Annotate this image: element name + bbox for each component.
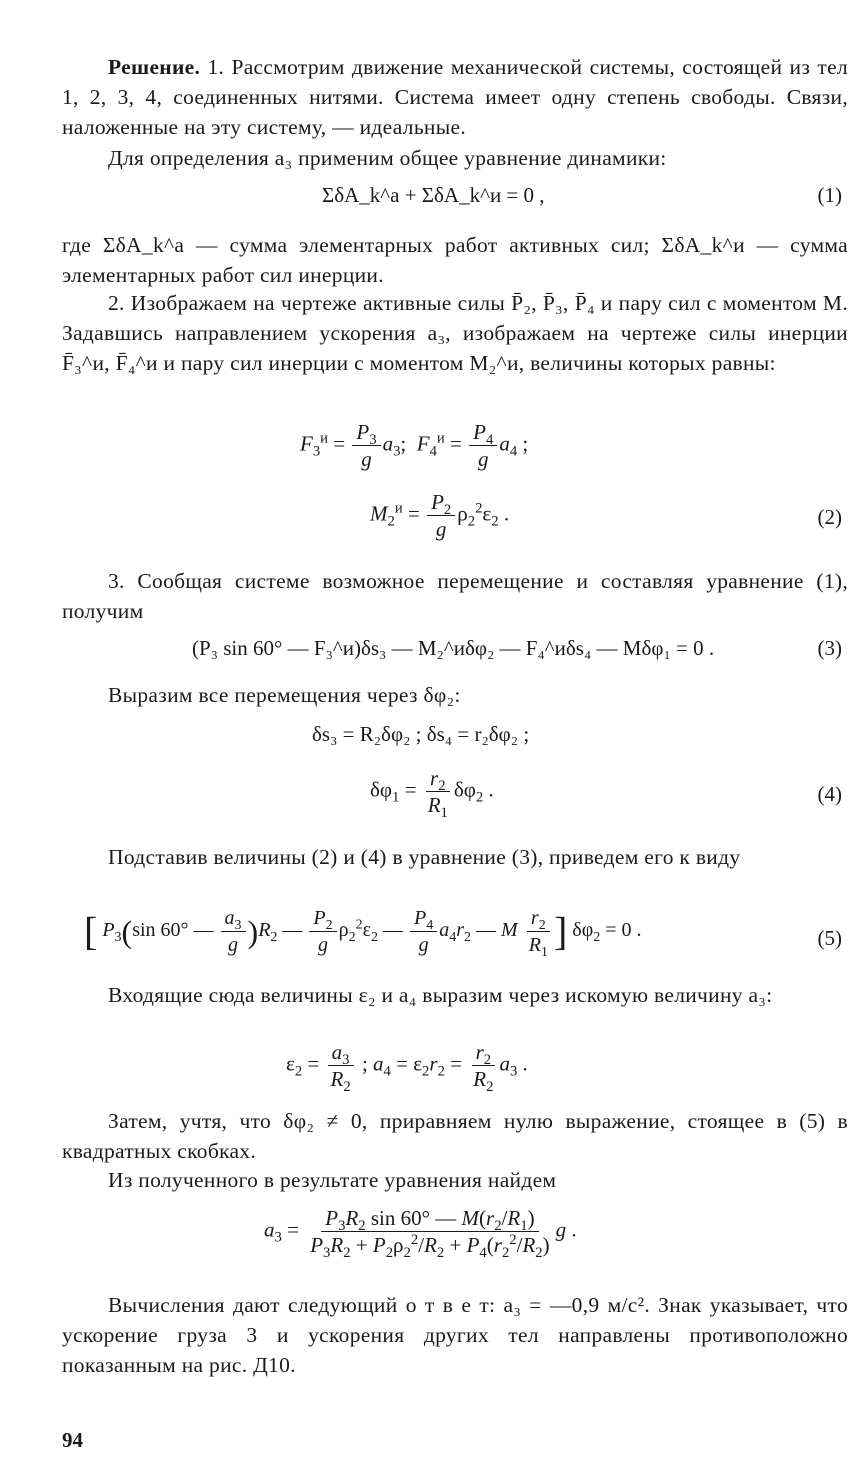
equation-5: [ $P_3(\sin$ 60° — $\frac{a_3}{g}$ )$R_2$ — $\frac{P_2}{g}$ $\rho_2^2\varepsilon_2$ — $\frac{P_4}{g}$ $a_4r_2$ — M $\frac{r_2}{R_1}$ ] $\delta\varphi_2 = 0$ . bbox=[84, 907, 642, 960]
paragraph-answer: Вычисления дают следующий о т в е т: a₃ = —0,9 м/с². Знак указывает, что ускорение груза 3 и ускорения других тел направлены противоположно показанным на рис. Д10. bbox=[62, 1293, 848, 1377]
equation-2-forces: $F_3^и$ = $\frac{P_3}{g}$ $a_3$; $F_4^и$ = $\frac{P_4}{g}$ $a_4$ ; bbox=[300, 420, 529, 471]
equation-3: (P₃ sin 60° — F₃^и)δs₃ — M₂^иδφ₂ — F₄^иδs₄ — Mδφ₁ = 0 . bbox=[192, 636, 715, 660]
paragraph-define-a3: Для определения a₃ применим общее уравнение динамики: bbox=[108, 146, 667, 170]
paragraph-find: Из полученного в результате уравнения найдем bbox=[108, 1168, 557, 1192]
equation-4-angle: $\delta\varphi_1$ = $\frac{r_2}{R_1}$ $\delta\varphi_2$ . bbox=[370, 766, 494, 822]
paragraph-express-displacements: Выразим все перемещения через δφ₂: bbox=[108, 683, 461, 707]
paragraph-equate-zero: Затем, учтя, что δφ₂ ≠ 0, приравняем нулю выражение, стоящее в (5) в квадратных скобках. bbox=[62, 1109, 848, 1163]
equation-eps-a4: $\varepsilon_2$ = $\frac{a_3}{R_2}$ ; $a_4 = \varepsilon_2r_2$ = $\frac{r_2}{R_2}$ $a_3$ . bbox=[286, 1040, 528, 1096]
paragraph-express-eps-a4: Входящие сюда величины ε₂ и a₄ выразим через искомую величину a₃: bbox=[108, 983, 773, 1007]
equation-a3-result: $a_3$ = $\frac{P_3R_2 \sin 60^\circ — M(r_2/R_1)}{P_3R_2 + P_2\rho_2^2/R_2 + P_4(r_2^2/R_2)}$ g . bbox=[264, 1206, 577, 1262]
solution-intro-text: 1. Рассмотрим движение механической системы, состоящей из тел 1, 2, 3, 4, соединенных нитями. Система имеет одну степень свободы. Связи, наложенные на эту систему, — идеальные. bbox=[62, 55, 848, 139]
equation-4-number: (4) bbox=[817, 782, 842, 806]
paragraph-work-definitions: где ΣδA_k^a — сумма элементарных работ активных сил; ΣδA_k^и — сумма элементарных работ сил инерции. bbox=[62, 233, 848, 287]
solution-heading: Решение. bbox=[108, 55, 201, 79]
equation-3-number: (3) bbox=[817, 636, 842, 660]
page-number: 94 bbox=[62, 1428, 83, 1452]
equation-1: ΣδA_k^a + ΣδA_k^и = 0 , bbox=[322, 183, 545, 207]
equation-2-moment: $M_2^и$ = $\frac{P_2}{g}$ $\rho_2^2\varepsilon_2$ . bbox=[370, 490, 510, 541]
paragraph-virtual-displacement: 3. Сообщая системе возможное перемещение и составляя уравнение (1), получим bbox=[62, 569, 848, 623]
equation-1-number: (1) bbox=[817, 183, 842, 207]
paragraph-forces: 2. Изображаем на чертеже активные силы P̄₂, P̄₃, P̄₄ и пару сил с моментом M. Задавшись направлением ускорения a₃, изображаем на чертеже силы инерции F̄₃^и, F̄₄^и и пару сил инерции с моментом M₂^и, величины которых равны: bbox=[62, 291, 848, 375]
paragraph-substitute: Подставив величины (2) и (4) в уравнение (3), приведем его к виду bbox=[108, 845, 741, 869]
equation-2-number: (2) bbox=[817, 505, 842, 529]
paragraph-solution-intro bbox=[62, 52, 848, 142]
equation-4-displacements: δs₃ = R₂δφ₂ ; δs₄ = r₂δφ₂ ; bbox=[312, 722, 530, 746]
equation-5-number: (5) bbox=[817, 926, 842, 950]
